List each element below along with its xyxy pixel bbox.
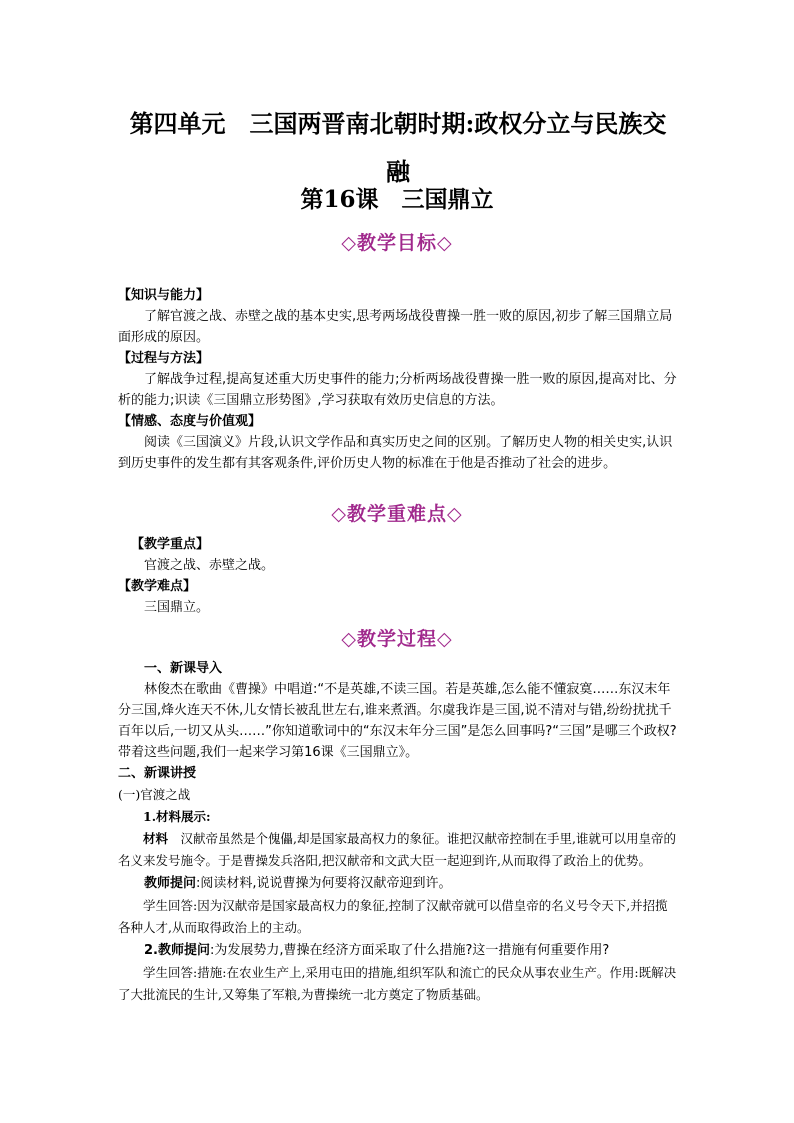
answer-2 [118, 962, 678, 1006]
material-label: 材料 [143, 831, 169, 846]
goals-knowledge-text: 了解官渡之战、赤壁之战的基本史实,思考两场战役曹操一胜一败的原因,初步了解三国鼎立局面形成的原因。 [118, 309, 673, 345]
goals-process-text: 了解战争过程,提高复述重大历史事件的能力;分析两场战役曹操一胜一败的原因,提高对比、分析的能力;识读《三国鼎立形势图》,学习获取有效历史信息的方法。 [118, 372, 677, 408]
question-2 [118, 939, 678, 962]
goals-process-label: 【过程与方法】 [118, 351, 210, 366]
process-block [118, 658, 678, 1006]
goals-knowledge-label: 【知识与能力】 [118, 288, 210, 303]
key-text: 官渡之战、赤壁之战。 [144, 558, 275, 573]
answer-1-text: :因为汉献帝是国家最高权力的象征,控制了汉献帝就可以借皇帝的名义号令天下,并招揽各种人才,从而取得政治上的主动。 [118, 898, 668, 935]
question-1 [118, 872, 678, 895]
question-2-text: :为发展势力,曹操在经济方面采取了什么措施?这一措施有何重要作用? [209, 943, 610, 958]
answer-1-label: 学生回答 [143, 898, 194, 913]
section-heading-goals: ◇教学目标◇ [341, 232, 453, 254]
answer-2-label: 学生回答 [143, 965, 194, 980]
lesson-title: 第16课 三国鼎立 [300, 186, 494, 213]
question-1-text: :阅读材料,说说曹操为何要将汉献帝迎到许。 [196, 876, 452, 891]
question-2-label: 2.教师提问 [144, 943, 210, 958]
intro-heading: 一、新课导入 [144, 661, 223, 676]
answer-2-text: :措施:在农业生产上,采用屯田的措施,组织军队和流亡的民众从事农业生产。作用:既解决了大批流民的生计,又筹集了军粮,为曹操统一北方奠定了物质基础。 [118, 965, 677, 1002]
question-1-label: 教师提问 [144, 876, 197, 891]
section-heading-keypoints: ◇教学重难点◇ [331, 503, 463, 525]
keypoints-block [118, 534, 678, 618]
material-text: 汉献帝虽然是个傀儡,却是国家最高权力的象征。谁把汉献帝控制在手里,谁就可以用皇帝的名义来发号施令。于是曹操发兵洛阳,把汉献帝和文武大臣一起迎到许,从而取得了政治上的优势。 [118, 831, 676, 868]
material-heading: 1.材料展示: [143, 809, 211, 824]
intro-text: 林俊杰在歌曲《曹操》中唱道:“不是英雄,不读三国。若是英雄,怎么能不懂寂寞……东汉末年分三国,烽火连天不休,儿女情长被乱世左右,谁来煮酒。尔虞我诈是三国,说不清对与错,纷纷扰扰千百年以后,一切又从头……”你知道歌词中的“东汉末年分三国”是怎么回事吗?“三国”是哪三个政权?带着这些问题,我们一起来学习第16课《三国鼎立》。 [118, 682, 677, 760]
material-paragraph [118, 828, 678, 872]
diff-label: 【教学难点】 [118, 579, 197, 594]
key-label: 【教学重点】 [131, 537, 210, 552]
subsection-heading: (一)官渡之战 [118, 787, 191, 802]
new-lesson-heading: 二、新课讲授 [118, 766, 197, 781]
section-heading-process: ◇教学过程◇ [341, 628, 453, 650]
goals-emotion-text: 阅读《三国演义》片段,认识文学作品和真实历史之间的区别。了解历史人物的相关史实,认识到历史事件的发生都有其客观条件,评价历史人物的标准在于他是否推动了社会的进步。 [118, 435, 673, 471]
diff-text: 三国鼎立。 [144, 600, 210, 615]
goals-block [118, 285, 678, 474]
goals-emotion-label: 【情感、态度与价值观】 [118, 414, 262, 429]
answer-1 [118, 895, 678, 939]
unit-title: 第四单元 三国两晋南北朝时期:政权分立与民族交融 [129, 109, 667, 186]
